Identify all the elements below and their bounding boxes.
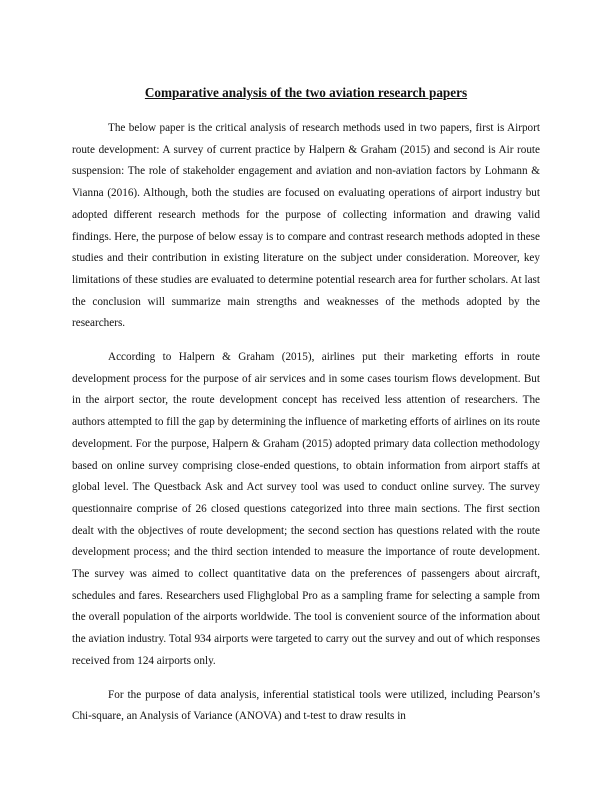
paragraph-data-analysis: For the purpose of data analysis, inferential statistical tools were utilized, including Pearson’s Chi-square, an Analysis of Variance (ANOVA) and t-test to draw results in <box>72 688 540 723</box>
document-title: Comparative analysis of the two aviation research papers <box>144 85 468 100</box>
paragraph-halpern-graham: According to Halpern & Graham (2015), airlines put their marketing efforts in route development process for the purpose of air services and in some cases tourism flows development. But in the airport sector, the route development concept has received less attention of researchers. The authors attempted to fill the gap by determining the influence of marketing efforts of airlines on its route development. For the purpose, Halpern & Graham (2015) adopted primary data collection methodology based on online survey comprising close-ended questions, to obtain information from airport staffs at global level. The Questback Ask and Act survey tool was used to conduct online survey. The survey questionnaire comprise of 26 closed questions categorized into three main sections. The first section dealt with the objectives of route development; the second section has questions related with the route development process; and the third section intended to measure the importance of route development. The survey was aimed to collect quantitative data on the preferences of passengers about aircraft, schedules and fares. Researchers used Flighglobal Pro as a sampling frame for selecting a sample from the overall population of the airports worldwide. The tool is convenient source of the information about the aviation industry. Total 934 airports were targeted to carry out the survey and out of which responses received from 124 airports only. <box>72 351 540 667</box>
paragraph-introduction: The below paper is the critical analysis of research methods used in two papers, first is Airport route development: A survey of current practice by Halpern & Graham (2015) and second is Air route suspension: The role of stakeholder engagement and aviation and non-aviation factors by Lohmann & Vianna (2016). Although, both the studies are focused on evaluating operations of airport industry but adopted different research methods for the purpose of collecting information and drawing valid findings. Here, the purpose of below essay is to compare and contrast research methods adopted in these studies and their contribution in existing literature on the subject under consideration. Moreover, key limitations of these studies are evaluated to determine potential research area for further scholars. At last the conclusion will summarize main strengths and weaknesses of the methods adopted by the researchers. <box>72 122 540 330</box>
